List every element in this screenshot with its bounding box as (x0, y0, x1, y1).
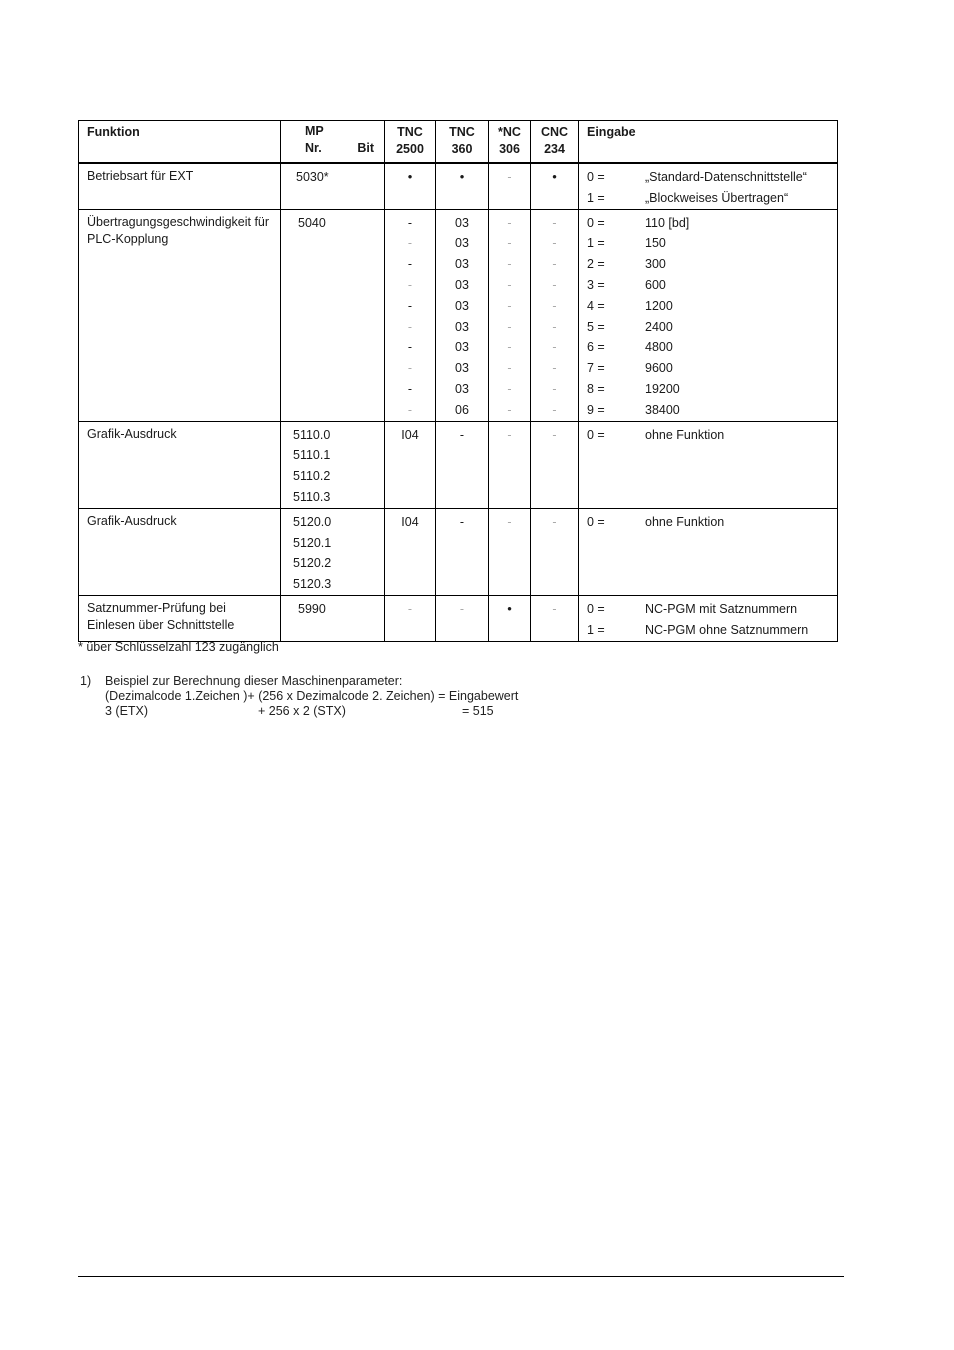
tnc2500-value: - (407, 298, 413, 313)
tnc360-value: 03 (455, 319, 469, 334)
tnc360-value: 06 (455, 402, 469, 417)
cell-tnc2500 (385, 508, 436, 595)
cell-eingabe (579, 595, 838, 641)
header-mp (281, 121, 385, 164)
cell-mp (281, 163, 385, 209)
eingabe-option (587, 337, 837, 358)
cell-eingabe (579, 209, 838, 421)
note-line2: (Dezimalcode 1.Zeichen )+ (256 x Dezimalcode 2. Zeichen) = Eingabewert (105, 689, 519, 703)
cell-nc306 (489, 508, 531, 595)
cell-funktion: Betriebsart für EXT (79, 163, 281, 209)
tnc360-value: 03 (455, 298, 469, 313)
eingabe-option (587, 213, 837, 234)
eingabe-value: NC-PGM ohne Satznummern (645, 622, 809, 637)
eingabe-option (587, 425, 837, 446)
tnc360-value: - (459, 427, 465, 442)
eingabe-key: 0 = (587, 601, 605, 616)
parameter-table (78, 120, 838, 642)
cell-cnc234 (531, 508, 579, 595)
nc306-value: - (507, 402, 512, 417)
cell-eingabe (579, 421, 838, 508)
eingabe-option (587, 275, 837, 296)
eingabe-option (587, 233, 837, 254)
eingabe-key: 8 = (587, 381, 605, 396)
cell-funktion: Satznummer-Prüfung bei Einlesen über Schnittstelle (79, 595, 281, 641)
tnc2500-value: - (407, 277, 413, 292)
table-row (79, 421, 838, 508)
eingabe-value: 150 (645, 236, 666, 251)
cell-tnc2500 (385, 421, 436, 508)
tnc2500-value: - (407, 402, 413, 417)
header-cnc234-line1: CNC (540, 125, 569, 139)
nc306-value: - (507, 319, 512, 334)
tnc360-value: 03 (455, 381, 469, 396)
eingabe-value: „Blockweises Übertragen“ (645, 190, 789, 205)
header-cnc234 (531, 121, 579, 164)
tnc360-value: 03 (455, 215, 469, 230)
eingabe-value: 38400 (645, 402, 680, 417)
cell-tnc2500 (385, 595, 436, 641)
nc306-value: - (507, 215, 512, 230)
mp-value: 5110.3 (293, 489, 331, 504)
cell-nc306 (489, 595, 531, 641)
header-nc306-line2: 306 (499, 142, 520, 156)
cnc234-value: - (552, 319, 557, 334)
cell-tnc360 (436, 508, 489, 595)
cell-eingabe (579, 508, 838, 595)
cnc234-value: - (552, 215, 557, 230)
mp-value: 5110.2 (293, 469, 331, 484)
nc306-value: - (507, 514, 512, 529)
cnc234-value: - (552, 277, 557, 292)
tnc2500-value: - (407, 319, 413, 334)
eingabe-value: ohne Funktion (645, 514, 725, 529)
nc306-value: • (507, 600, 512, 616)
eingabe-option (587, 620, 837, 641)
cnc234-value: - (552, 601, 557, 616)
tnc360-value: 03 (455, 340, 469, 355)
cell-funktion: Grafik-Ausdruck (79, 508, 281, 595)
eingabe-value: „Standard-Datenschnittstelle“ (645, 170, 807, 184)
cnc234-value: - (552, 340, 557, 355)
eingabe-key: 2 = (587, 257, 605, 272)
tnc360-value: 03 (455, 257, 469, 272)
eingabe-value: 300 (645, 257, 666, 272)
note-line1: Beispiel zur Berechnung dieser Maschinenparameter: (105, 674, 403, 688)
eingabe-key: 9 = (587, 402, 605, 417)
cell-tnc2500 (385, 209, 436, 421)
tnc360-value: - (459, 601, 465, 616)
table-body (79, 163, 838, 641)
cnc234-value: - (552, 427, 557, 442)
header-tnc360-line2: 360 (451, 142, 473, 156)
header-mp-bit: Bit (357, 141, 374, 155)
nc306-value: - (507, 236, 512, 251)
footnote: * über Schlüsselzahl 123 zugänglich (78, 640, 279, 654)
mp-value: 5030* (296, 170, 329, 184)
cnc234-value: - (552, 361, 557, 376)
note-line3-a: 3 (ETX) (105, 704, 149, 718)
eingabe-key: 0 = (587, 215, 605, 230)
cnc234-value: - (552, 402, 557, 417)
cell-nc306 (489, 163, 531, 209)
tnc2500-value: I04 (401, 427, 419, 442)
tnc2500-value: • (407, 169, 413, 184)
cell-nc306 (489, 421, 531, 508)
header-tnc2500-line2: 2500 (396, 142, 424, 156)
tnc2500-value: - (407, 236, 413, 251)
eingabe-option (587, 188, 837, 209)
footer-divider (78, 1276, 844, 1277)
cell-funktion: Grafik-Ausdruck (79, 421, 281, 508)
eingabe-value: 2400 (645, 319, 673, 334)
nc306-value: - (507, 257, 512, 272)
nc306-value: - (507, 170, 512, 184)
eingabe-value: 110 [bd] (645, 215, 690, 230)
eingabe-option (587, 167, 837, 188)
cell-mp (281, 421, 385, 508)
nc306-value: - (507, 298, 512, 313)
cnc234-value: - (552, 257, 557, 272)
table-row (79, 595, 838, 641)
eingabe-value: NC-PGM mit Satznummern (645, 601, 798, 616)
eingabe-option (587, 358, 837, 379)
eingabe-value: ohne Funktion (645, 427, 725, 442)
eingabe-key: 0 = (587, 514, 605, 529)
tnc360-value: 03 (455, 361, 469, 376)
eingabe-key: 1 = (587, 622, 605, 637)
note-line3-b: + 256 x 2 (STX) (258, 704, 346, 718)
cnc234-value: - (552, 236, 557, 251)
nc306-value: - (507, 381, 512, 396)
note-number: 1) (80, 674, 92, 688)
mp-value: 5120.2 (293, 556, 332, 571)
header-tnc360-line1: TNC (449, 125, 475, 139)
eingabe-key: 0 = (587, 427, 605, 442)
cell-tnc2500 (385, 163, 436, 209)
cell-mp (281, 209, 385, 421)
cell-tnc360 (436, 595, 489, 641)
mp-value: 5990 (298, 601, 326, 616)
tnc2500-value: - (407, 601, 413, 616)
nc306-value: - (507, 277, 512, 292)
tnc2500-value: - (407, 257, 413, 272)
eingabe-value: 1200 (645, 298, 673, 313)
eingabe-key: 4 = (587, 298, 605, 313)
header-mp-label: MP (305, 124, 324, 138)
cell-cnc234 (531, 421, 579, 508)
eingabe-option (587, 254, 837, 275)
cell-nc306 (489, 209, 531, 421)
header-tnc2500 (385, 121, 436, 164)
eingabe-option (587, 317, 837, 338)
eingabe-option (587, 599, 837, 620)
eingabe-key: 0 = (587, 170, 605, 184)
eingabe-value: 4800 (645, 340, 673, 355)
eingabe-key: 1 = (587, 190, 605, 205)
nc306-value: - (507, 340, 512, 355)
eingabe-value: 600 (645, 277, 666, 292)
tnc360-value: 03 (455, 236, 469, 251)
header-nc306-line1: *NC (498, 125, 521, 139)
cnc234-value: - (552, 381, 557, 396)
tnc2500-value: I04 (401, 514, 419, 529)
cnc234-value: - (552, 514, 557, 529)
eingabe-key: 7 = (587, 361, 605, 376)
header-eingabe: Eingabe (579, 121, 838, 164)
table-row (79, 163, 838, 209)
mp-value: 5120.1 (293, 535, 332, 550)
cell-tnc360 (436, 421, 489, 508)
eingabe-option (587, 379, 837, 400)
eingabe-key: 6 = (587, 340, 605, 355)
table-row (79, 508, 838, 595)
cnc234-value: - (552, 298, 557, 313)
cell-mp (281, 508, 385, 595)
cell-mp (281, 595, 385, 641)
header-cnc234-line2: 234 (544, 142, 565, 156)
eingabe-key: 1 = (587, 236, 605, 251)
mp-value: 5110.0 (293, 427, 331, 442)
mp-value: 5040 (298, 215, 326, 230)
cell-cnc234 (531, 163, 579, 209)
tnc2500-value: - (407, 361, 413, 376)
cnc234-value: • (552, 169, 557, 184)
note-line3-c: = 515 (462, 704, 494, 718)
table-row (79, 209, 838, 421)
tnc360-value: 03 (455, 277, 469, 292)
cell-cnc234 (531, 595, 579, 641)
tnc2500-value: - (407, 381, 413, 396)
cell-cnc234 (531, 209, 579, 421)
cell-eingabe (579, 163, 838, 209)
eingabe-option (587, 512, 837, 533)
nc306-value: - (507, 361, 512, 376)
header-nc306 (489, 121, 531, 164)
eingabe-option (587, 296, 837, 317)
nc306-value: - (507, 427, 512, 442)
header-funktion: Funktion (79, 121, 281, 164)
cell-tnc360 (436, 209, 489, 421)
tnc360-value: • (459, 169, 465, 184)
eingabe-value: 19200 (645, 381, 680, 396)
header-tnc360 (436, 121, 489, 164)
eingabe-value: 9600 (645, 361, 673, 376)
mp-value: 5120.0 (293, 514, 332, 529)
cell-tnc360 (436, 163, 489, 209)
tnc2500-value: - (407, 215, 413, 230)
header-mp-nr: Nr. (305, 141, 322, 155)
tnc360-value: - (459, 514, 465, 529)
tnc2500-value: - (407, 340, 413, 355)
eingabe-option (587, 400, 837, 421)
mp-value: 5110.1 (293, 448, 331, 463)
cell-funktion: Übertragungsgeschwindigkeit für PLC-Kopplung (79, 209, 281, 421)
eingabe-key: 3 = (587, 277, 605, 292)
header-row (79, 121, 838, 164)
header-tnc2500-line1: TNC (397, 125, 423, 139)
eingabe-key: 5 = (587, 319, 605, 334)
mp-value: 5120.3 (293, 577, 332, 592)
calculation-note (78, 674, 678, 724)
